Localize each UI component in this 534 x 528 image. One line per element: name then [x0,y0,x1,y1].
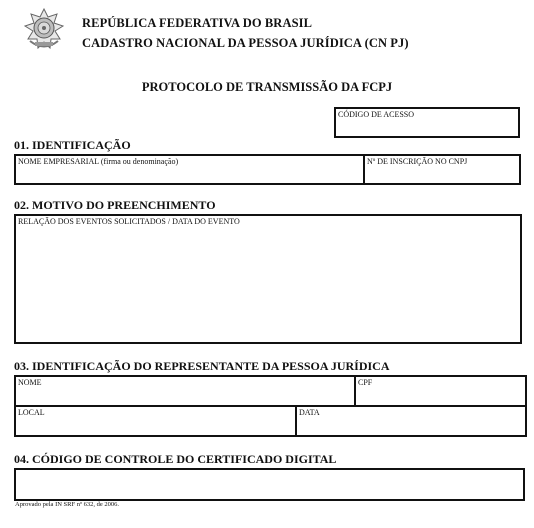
place-label: LOCAL [18,408,45,417]
cnpj-label: Nº DE INSCRIÇÃO NO CNPJ [367,157,468,166]
date-label: DATA [299,408,320,417]
cnpj-field[interactable] [363,154,521,185]
company-name-label: NOME EMPRESARIAL (firma ou denominação) [18,157,179,166]
date-field[interactable] [295,405,527,437]
events-label: RELAÇÃO DOS EVENTOS SOLICITADOS / DATA DO EVENTO [18,217,240,226]
access-code-field[interactable] [334,107,520,138]
section-04-heading: 04. CÓDIGO DE CONTROLE DO CERTIFICADO DIGITAL [14,452,337,466]
coat-of-arms-seal [22,8,66,52]
section-01-heading: 01. IDENTIFICAÇÃO [14,138,131,152]
cpf-field[interactable] [354,375,527,407]
page-title: PROTOCOLO DE TRANSMISSÃO DA FCPJ [141,80,393,94]
section-02-heading: 02. MOTIVO DO PREENCHIMENTO [14,198,216,212]
company-name-field[interactable] [14,154,365,185]
events-field[interactable] [14,214,522,344]
access-code-label: CÓDIGO DE ACESSO [338,110,415,119]
representative-name-field[interactable] [14,375,356,407]
place-field[interactable] [14,405,297,437]
certificate-control-code-field[interactable] [14,468,525,501]
cpf-label: CPF [358,378,373,387]
header-registry: CADASTRO NACIONAL DA PESSOA JURÍDICA (CN PJ) [82,36,409,50]
name-label: NOME [18,378,42,387]
approval-footnote: Aprovado pela IN SRF nº 632, de 2006. [15,501,120,508]
section-03-heading: 03. IDENTIFICAÇÃO DO REPRESENTANTE DA PESSOA JURÍDICA [14,359,390,373]
header-republic: REPÚBLICA FEDERATIVA DO BRASIL [82,16,313,30]
